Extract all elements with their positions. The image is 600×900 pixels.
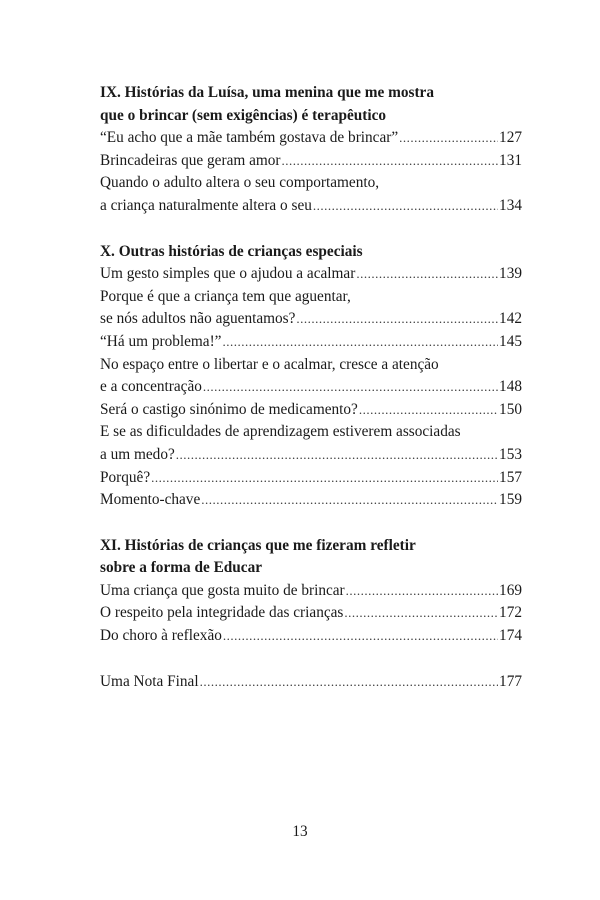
toc-entry-title: Porque é que a criança tem que aguentar, [100, 287, 351, 305]
toc-entry-title: “Eu acho que a mãe também gostava de brincar” [100, 129, 399, 147]
toc-entry-line [100, 263, 522, 286]
toc-entry-line [100, 444, 522, 467]
toc-entry-title: se nós adultos não aguentamos? [100, 310, 296, 328]
toc-entry [100, 286, 522, 331]
toc-entry-page: 142 [499, 310, 522, 328]
toc-entry-page: 157 [499, 468, 522, 486]
dot-leader [222, 331, 498, 354]
toc-entry [100, 671, 522, 694]
toc-entry-page: 159 [499, 491, 522, 509]
toc-entry-title: Uma Nota Final [100, 672, 199, 690]
dot-leader [359, 399, 498, 422]
toc-entry-line [100, 354, 522, 377]
toc-entry-line [100, 580, 522, 603]
toc-entry-title: Um gesto simples que o ajudou a acalmar [100, 265, 356, 283]
toc-entry-line [100, 602, 522, 625]
toc-entry-page: 127 [499, 129, 522, 147]
toc-entry [100, 331, 522, 354]
toc-entry-page: 139 [499, 265, 522, 283]
toc-section [100, 535, 522, 648]
toc-entry [100, 263, 522, 286]
toc-entry [100, 127, 522, 150]
toc-entry [100, 354, 522, 399]
toc-entry-page: 150 [499, 400, 522, 418]
toc-section [100, 241, 522, 512]
toc-entry-line [100, 489, 522, 512]
dot-leader [176, 444, 498, 467]
section-heading: XI. Histórias de crianças que me fizeram refletir [100, 536, 416, 554]
toc-entry-line [100, 467, 522, 490]
toc-entry-line [100, 671, 522, 694]
toc-entry-title: E se as dificuldades de aprendizagem estiverem associadas [100, 423, 461, 441]
toc-entry-line [100, 286, 522, 309]
toc-entry [100, 150, 522, 173]
toc-entry [100, 172, 522, 217]
toc-entry-title: Porquê? [100, 468, 151, 486]
toc-entry-title: O respeito pela integridade das crianças [100, 604, 344, 622]
dot-leader [399, 127, 498, 150]
toc-entry-page: 153 [499, 445, 522, 463]
toc-section [100, 671, 522, 694]
toc-entry [100, 399, 522, 422]
toc-entry-line [100, 399, 522, 422]
dot-leader [151, 467, 498, 490]
dot-leader [203, 376, 498, 399]
toc-entry [100, 489, 522, 512]
toc-entry-title: Quando o adulto altera o seu comportamento, [100, 174, 380, 192]
toc-entry-line [100, 331, 522, 354]
toc-entry-page: 177 [499, 672, 522, 690]
toc-entry-page: 172 [499, 604, 522, 622]
toc-entry [100, 467, 522, 490]
section-heading: sobre a forma de Educar [100, 559, 263, 577]
toc-entry-title: e a concentração [100, 378, 202, 396]
section-heading: que o brincar (sem exigências) é terapêutico [100, 106, 387, 124]
page-number: 13 [292, 823, 308, 840]
toc-entry-page: 131 [499, 151, 522, 169]
toc-entry-page: 148 [499, 378, 522, 396]
dot-leader [346, 580, 498, 603]
toc-entry-title: Do choro à reflexão [100, 627, 222, 645]
toc-entry-title: Brincadeiras que geram amor [100, 151, 281, 169]
toc-entry-line [100, 421, 522, 444]
dot-leader [296, 308, 498, 331]
toc-entry-title: a um medo? [100, 445, 175, 463]
toc-entry-title: “Há um problema!” [100, 332, 222, 350]
dot-leader [201, 489, 498, 512]
toc-entry [100, 625, 522, 648]
dot-leader [223, 625, 498, 648]
toc-entry-line [100, 150, 522, 173]
toc-entry-line [100, 625, 522, 648]
toc-entry-page: 169 [499, 581, 522, 599]
toc-entry-title: Momento-chave [100, 491, 201, 509]
section-heading: IX. Histórias da Luísa, uma menina que me mostra [100, 84, 434, 101]
toc-entry-line [100, 172, 522, 195]
toc-entry-title: No espaço entre o libertar e o acalmar, cresce a atenção [100, 355, 439, 373]
dot-leader [313, 195, 498, 218]
dot-leader [282, 150, 499, 173]
toc-entry [100, 602, 522, 625]
toc-entry-line [100, 308, 522, 331]
dot-leader [356, 263, 498, 286]
toc-entry-title: Será o castigo sinónimo de medicamento? [100, 400, 358, 418]
toc-entry-line [100, 127, 522, 150]
section-heading: X. Outras histórias de crianças especiais [100, 242, 363, 260]
dot-leader [344, 602, 498, 625]
toc-entry-page: 174 [499, 627, 522, 645]
toc-entry [100, 580, 522, 603]
toc-entry [100, 421, 522, 466]
toc-entry-line [100, 195, 522, 218]
toc-entry-line [100, 376, 522, 399]
toc-entry-title: a criança naturalmente altera o seu [100, 196, 312, 214]
toc-entry-page: 145 [499, 332, 522, 350]
table-of-contents [100, 82, 522, 693]
toc-entry-title: Uma criança que gosta muito de brincar [100, 581, 345, 599]
dot-leader [200, 671, 498, 694]
toc-entry-page: 134 [499, 196, 522, 214]
toc-section [100, 82, 522, 218]
